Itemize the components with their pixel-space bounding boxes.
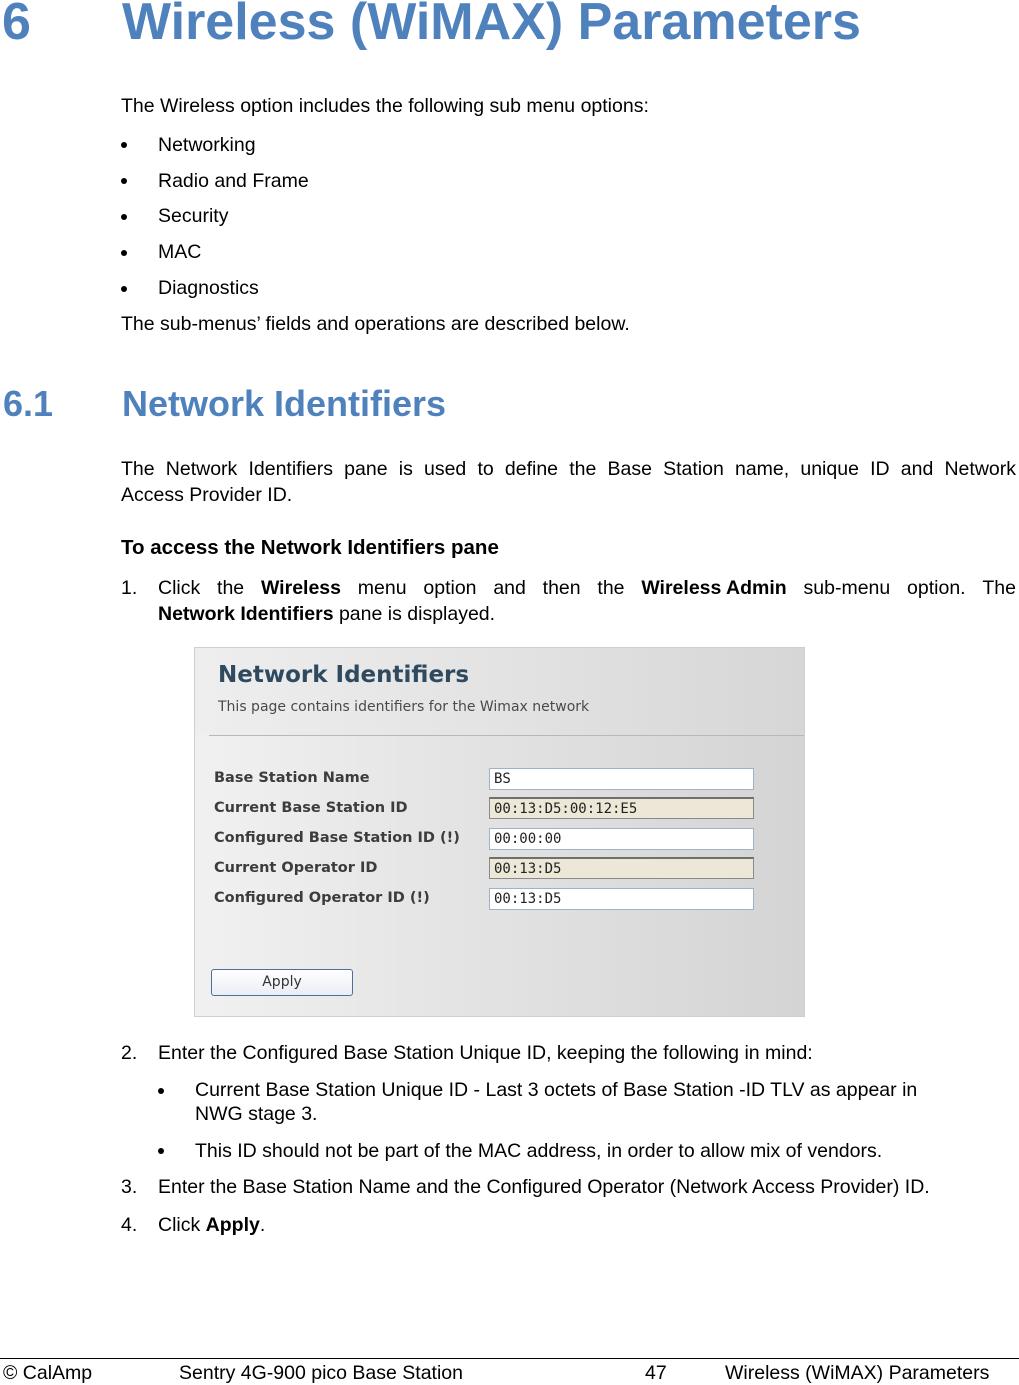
current-base-station-id-field: 00:13:D5:00:12:E5 bbox=[489, 797, 754, 819]
step2-text: Enter the Configured Base Station Unique ID, keeping the following in mind: bbox=[158, 1042, 813, 1064]
step-text: . bbox=[259, 1214, 266, 1236]
field-label-configured-operator-id: Configured Operator ID (!) bbox=[214, 890, 430, 906]
field-label-base-station-name: Base Station Name bbox=[214, 770, 370, 786]
configured-operator-id-input[interactable]: 00:13:D5 bbox=[489, 888, 754, 910]
step-number: 3. bbox=[121, 1176, 138, 1198]
base-station-name-input[interactable]: BS bbox=[489, 768, 754, 790]
submenu-name: Wireless Admin bbox=[641, 577, 787, 599]
step-word: option bbox=[423, 577, 477, 599]
step-word: the bbox=[597, 577, 625, 599]
panel-subtitle: This page contains identifiers for the Wimax network bbox=[218, 699, 590, 715]
pane-name: Network Identifiers bbox=[158, 603, 334, 625]
footer-divider bbox=[0, 1358, 1019, 1359]
chapter-number: 6 bbox=[2, 0, 31, 51]
panel-title: Network Identifiers bbox=[218, 662, 470, 688]
section-number: 6.1 bbox=[3, 383, 54, 424]
step-word: The bbox=[982, 577, 1016, 599]
list-item: Security bbox=[158, 205, 229, 227]
step2-bullet2: This ID should not be part of the MAC address, in order to allow mix of vendors. bbox=[195, 1140, 883, 1162]
apply-button[interactable]: Apply bbox=[211, 969, 353, 996]
step-word: the bbox=[217, 577, 245, 599]
footer-copyright: © CalAmp bbox=[3, 1362, 93, 1384]
section-description-line1: The Network Identifiers pane is used to define the Base Station name, unique ID and Network bbox=[121, 458, 1016, 480]
chapter-title: Wireless (WiMAX) Parameters bbox=[122, 0, 861, 51]
footer-product: Sentry 4G-900 pico Base Station bbox=[179, 1362, 463, 1384]
footer-page-number: 47 bbox=[645, 1362, 667, 1384]
divider bbox=[209, 735, 805, 736]
current-operator-id-field: 00:13:D5 bbox=[489, 857, 754, 879]
step-number: 4. bbox=[121, 1214, 138, 1236]
field-label-current-operator-id: Current Operator ID bbox=[214, 860, 378, 876]
step-word: and bbox=[493, 577, 526, 599]
apply-reference: Apply bbox=[205, 1214, 260, 1236]
procedure-title: To access the Network Identifiers pane bbox=[121, 536, 499, 559]
bullet-icon bbox=[121, 178, 127, 184]
step-text: pane is displayed. bbox=[333, 603, 496, 625]
step-word: Click bbox=[158, 577, 201, 599]
menu-name: Wireless bbox=[260, 577, 341, 599]
list-item: Radio and Frame bbox=[158, 170, 309, 192]
step-word: option. bbox=[907, 577, 966, 599]
bullet-icon bbox=[158, 1088, 164, 1094]
step-number: 1. bbox=[121, 577, 138, 599]
step-word: then bbox=[542, 577, 581, 599]
intro-text: The Wireless option includes the following sub menu options: bbox=[121, 95, 649, 117]
network-identifiers-screenshot bbox=[194, 647, 805, 1017]
footer-chapter: Wireless (WiMAX) Parameters bbox=[725, 1362, 990, 1384]
section-title: Network Identifiers bbox=[122, 383, 447, 424]
configured-base-station-id-input[interactable]: 00:00:00 bbox=[489, 828, 754, 850]
list-item: MAC bbox=[158, 241, 202, 263]
step4-text bbox=[158, 1212, 265, 1238]
bullet-icon bbox=[121, 250, 127, 256]
step-number: 2. bbox=[121, 1042, 138, 1064]
bullet-icon bbox=[158, 1148, 164, 1154]
field-label-current-base-station-id: Current Base Station ID bbox=[214, 800, 408, 816]
submenus-note: The sub-menus’ fields and operations are described below. bbox=[121, 313, 630, 335]
step3-text: Enter the Base Station Name and the Configured Operator (Network Access Provider) ID. bbox=[158, 1176, 930, 1198]
bullet-icon bbox=[121, 214, 127, 220]
step1-line2 bbox=[158, 601, 495, 627]
list-item: Networking bbox=[158, 134, 256, 156]
step1-line1 bbox=[158, 575, 1016, 601]
step2-bullet1-line2: NWG stage 3. bbox=[195, 1103, 318, 1125]
bullet-icon bbox=[121, 142, 127, 148]
field-label-configured-base-station-id: Configured Base Station ID (!) bbox=[214, 830, 460, 846]
step2-bullet1-line1: Current Base Station Unique ID - Last 3 octets of Base Station -ID TLV as appear in bbox=[195, 1079, 918, 1101]
step-word: menu bbox=[357, 577, 407, 599]
list-item: Diagnostics bbox=[158, 277, 259, 299]
step-word: sub-menu bbox=[803, 577, 891, 599]
bullet-icon bbox=[121, 286, 127, 292]
section-description-line2: Access Provider ID. bbox=[121, 484, 293, 506]
step-text: Click bbox=[158, 1214, 206, 1236]
